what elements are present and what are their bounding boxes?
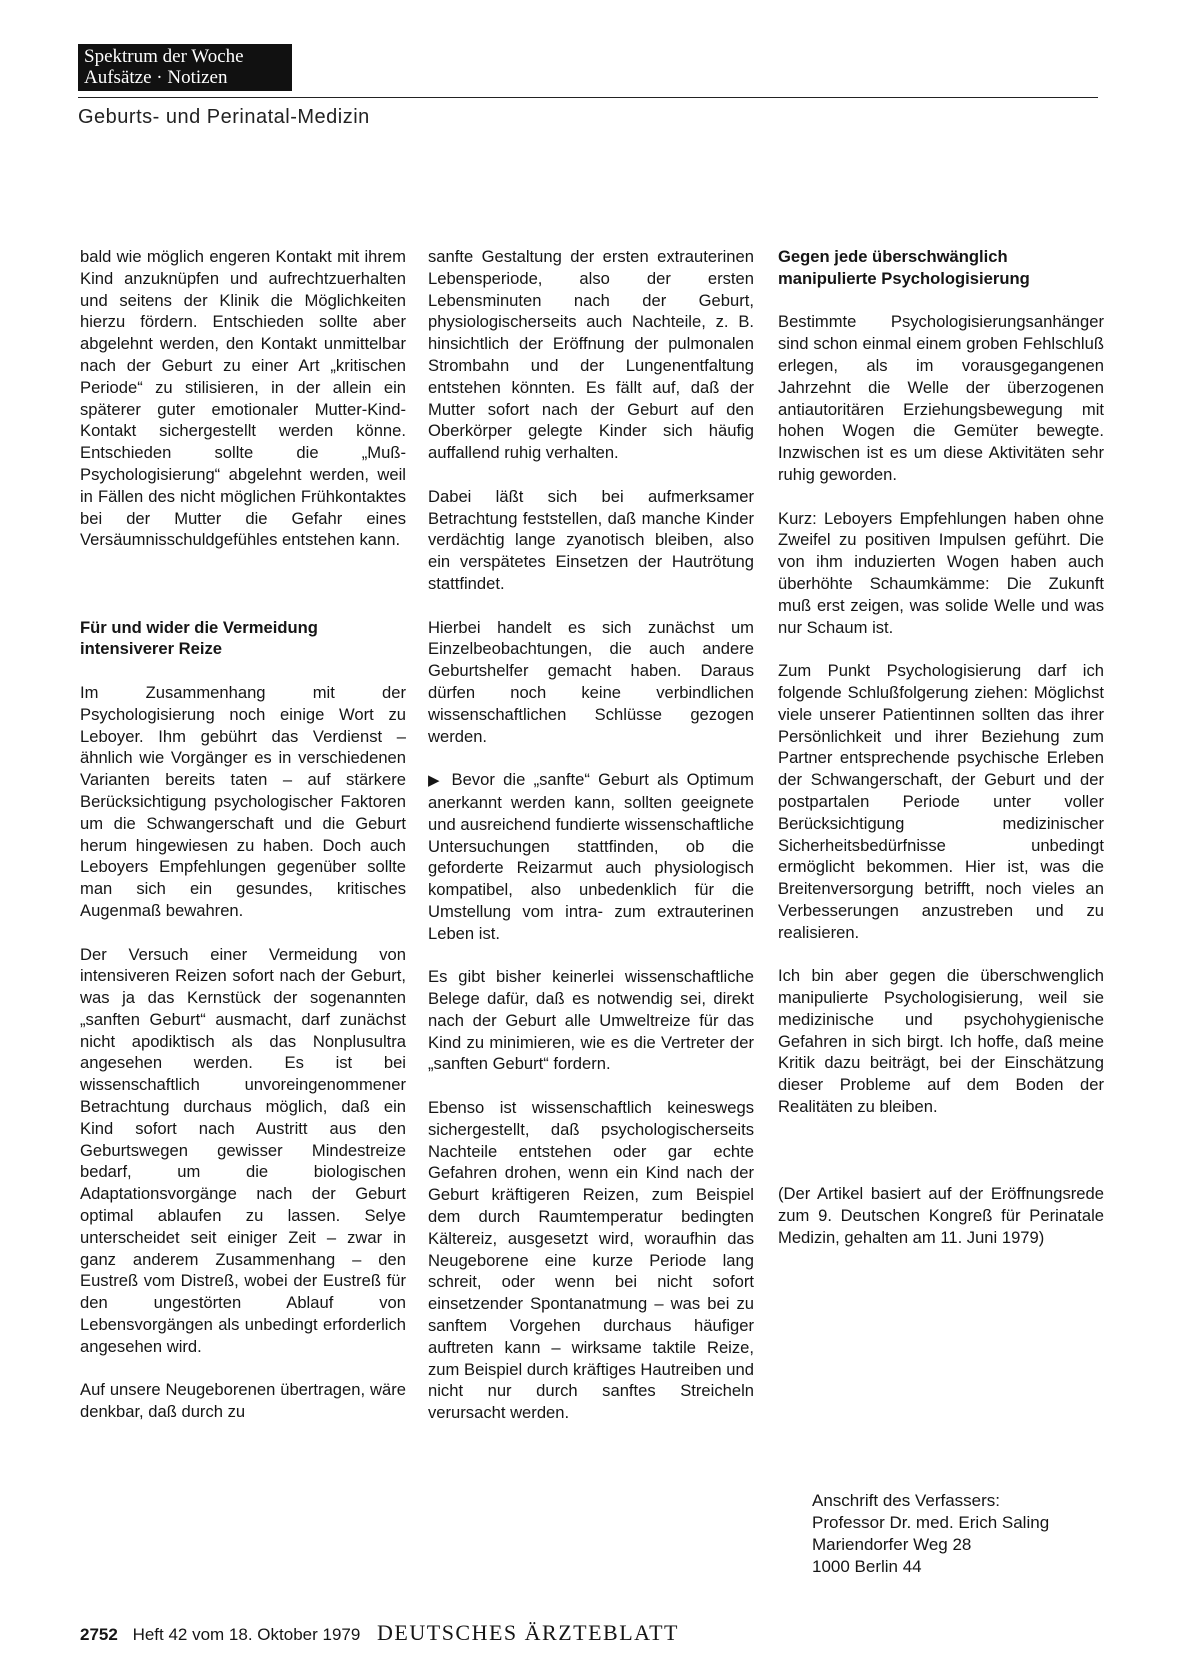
paragraph: Hierbei handelt es sich zunächst um Einzelbeobachtungen, die auch andere Geburtshelfer gemacht haben. Daraus dürfen noch keine verbindlichen wissenschaftlichen Schlüsse gezogen werden. [428,617,754,746]
paragraph: Es gibt bisher keinerlei wissenschaftliche Belege dafür, daß es notwendig sei, direkt nach der Geburt alle Umweltreize für das Kind zu minimieren, wie es die Vertreter der „sanften Geburt“ fordern. [428,967,754,1074]
section-title: Geburts- und Perinatal-Medizin [78,106,370,128]
paragraph: Ich bin aber gegen die überschwenglich manipulierte Psychologisierung, weil sie medizinische und psychohygienische Gefahren in sich birgt. Ich hoffe, daß meine Kritik dazu beiträgt, bei der Einschätzung dieser Probleme auf dem Boden der Realitäten zu bleiben. [778,966,1104,1117]
article-note: (Der Artikel basiert auf der Eröffnungsrede zum 9. Deutschen Kongreß für Perinatale Medizin, gehalten am 11. Juni 1979) [778,1184,1104,1247]
address-street: Mariendorfer Weg 28 [812,1535,972,1554]
paragraph [428,769,754,944]
rubric-line-2: Aufsätze · Notizen [84,67,228,88]
address-label: Anschrift des Verfassers: [812,1491,1001,1510]
paragraph: Im Zusammenhang mit der Psychologisierung noch einige Wort zu Leboyer. Ihm gebührt das Verdienst – ähnlich wie Vorgänger es in verschiedenen Varianten bereits taten – auf stärkere Berücksichtigung psychologischer Faktoren um die Schwangerschaft und die Geburt herum hingewiesen zu haben. Doch auch Leboyers Empfehlungen gegenüber sollte man sich ein gesundes, kritisches Augenmaß bewahren. [80,682,406,920]
paragraph: Dabei läßt sich bei aufmerksamer Betrachtung feststellen, daß manche Kinder verdächtig lange zyanotisch bleiben, also ein verspätetes Einsetzen der Hautrötung stattfindet. [428,486,754,593]
subheading: Für und wider die Vermeidung intensiverer Reize [80,617,318,659]
issue-info: Heft 42 vom 18. Oktober 1979 [132,1625,361,1644]
page-number: 2752 [80,1625,118,1644]
rubric-line-1: Spektrum der Woche [84,46,244,67]
column-3 [778,246,1104,1270]
paragraph: Kurz: Leboyers Empfehlungen haben ohne Zweifel zu positiven Impulsen geführt. Die von ihm induzierten Wogen haben auch überhöhte Schaumkämme: Die Zukunft muß erst zeigen, was solide Welle und was nur Schaum ist. [778,508,1104,637]
subheading: Gegen jede überschwänglich manipulierte Psychologisierung [778,247,1030,288]
paragraph: bald wie möglich engeren Kontakt mit ihrem Kind anzuknüpfen und aufrechtzuerhalten und seitens der Klinik die Möglichkeiten hierzu fördern. Entschieden sollte aber abgelehnt werden, den Kontakt unmittelbar nach der Geburt zu einer Art „kritischen Periode“ zu stilisieren, in der allein ein späterer guter emotionaler Mutter-Kind-Kontakt sichergestellt werden könne. Entschieden sollte die „Muß-Psychologisierung“ abgelehnt werden, weil in Fällen des nicht möglichen Frühkontaktes bei der Mutter die Gefahr eines Versäumnisschuldgefühles entstehen kann. [80,247,406,550]
paragraph: Ebenso ist wissenschaftlich keineswegs sichergestellt, daß psychologischerseits Nachteile entstehen oder gar echte Gefahren drohen, wenn ein Kind nach der Geburt kräftigeren Reizen, zum Beispiel dem durch Raumtemperatur bedingten Kältereiz, ausgesetzt wird, woraufhin das Neugeborene eine kurze Periode lang schreit, oder wenn bei nicht sofort einsetzender Spontanatmung – was bei zu sanftem Vorgehen durchaus häufiger auftreten kann – wirksame taktile Reize, zum Beispiel durch kräftiges Hautreiben und nicht nur durch sanftes Streicheln verursacht werden. [428,1098,754,1423]
author-name: Professor Dr. med. Erich Saling [812,1513,1050,1532]
column-1 [80,246,406,1445]
column-2 [428,246,754,1446]
paragraph: sanfte Gestaltung der ersten extrauterinen Lebensperiode, also der ersten Lebensminuten nach der Geburt, physiologischerseits auch Nachteile, z. B. hinsichtlich der Eröffnung der pulmonalen Strombahn und der Lungenentfaltung entstehen könnten. Es fällt auf, daß der Mutter sofort nach der Geburt auf den Oberkörper gelegte Kinder sich häufig auffallend ruhig verhalten. [428,247,754,463]
rubric-badge [78,44,292,91]
paragraph: Der Versuch einer Vermeidung von intensiveren Reizen sofort nach der Geburt, was ja das Kernstück der sogenannten „sanften Geburt“ ausmacht, darf zunächst nicht apodiktisch als das Nonplusultra angesehen werden. Es ist bei wissenschaftlich unvoreingenommener Betrachtung durchaus möglich, daß ein Kind sofort nach Austritt aus den Geburtswegen gewisser Mindestreize bedarf, um die biologischen Adaptationsvorgänge nach der Geburt optimal ablaufen zu lassen. Selye unterscheidet seit einiger Zeit – zwar in ganz anderem Zusammenhang – den Eustreß vom Distreß, wobei der Eustreß für den ungestörten Ablauf von Lebensvorgängen als unbedingt erforderlich angesehen wird. [80,944,406,1356]
header-rule [78,97,1098,98]
address-city: 1000 Berlin 44 [812,1557,922,1576]
magazine-name: DEUTSCHES ÄRZTEBLATT [377,1620,679,1645]
triangle-marker-icon: ▶ [428,772,444,790]
paragraph: Zum Punkt Psychologisierung darf ich folgende Schlußfolgerung ziehen: Möglichst viele unserer Patientinnen sollten das ihrer Persönlichkeit und ihrer Beziehung zum Partner entsprechende psychische Erleben der Schwangerschaft, der Geburt und der postpartalen Periode unter voller Berücksichtigung medizinischer Sicherheitsbedürfnisse unbedingt ermöglicht bekommen. Hier ist, was die Breitenversorgung betrifft, noch vieles an Verbesserungen anzustreben und zu realisieren. [778,661,1104,942]
page-footer [80,1620,679,1646]
paragraph: Bestimmte Psychologisierungsanhänger sind schon einmal einem groben Fehlschluß erlegen, als im vorausgegangenen Jahrzehnt die Welle der überzogenen antiautoritären Erziehungsbewegung mit hohen Wogen die Gemüter bewegte. Inzwischen ist es um diese Aktivitäten sehr ruhig geworden. [778,312,1104,484]
author-address [812,1490,1049,1578]
paragraph: Auf unsere Neugeborenen übertragen, wäre denkbar, daß durch zu [80,1380,406,1422]
paragraph-text: Bevor die „sanfte“ Geburt als Optimum anerkannt werden kann, sollten geeignete und ausreichend fundierte wissenschaftliche Untersuchungen stattfinden, ob die geforderte Reizarmut auch physiologisch kompatibel, also unbedenklich für die Umstellung vom intra- zum extrauterinen Leben ist. [428,770,754,943]
